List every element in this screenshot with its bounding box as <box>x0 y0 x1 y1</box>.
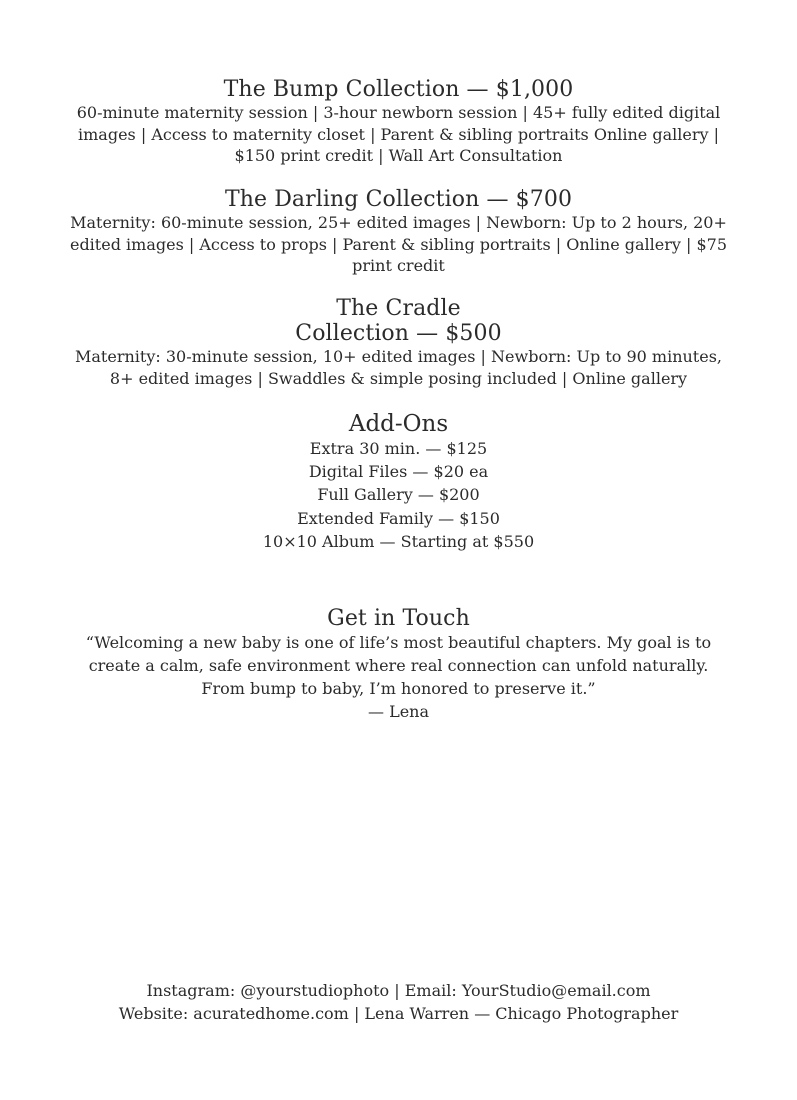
description-line: edited images | Access to props | Parent & sibling portraits | Online gallery | $75 <box>69 234 728 254</box>
description-line: Maternity: 60-minute session, 25+ edited images | Newborn: Up to 2 hours, 20+ <box>70 213 727 232</box>
contact-section <box>60 606 737 723</box>
package-title: The Darling Collection — $700 <box>224 187 573 212</box>
description-line: Maternity: 30-minute session, 10+ edited images | Newborn: Up to 90 minutes, <box>75 347 722 366</box>
cradle-collection <box>60 296 737 389</box>
quote-line: “Welcoming a new baby is one of life’s most beautiful chapters. My goal is to <box>85 633 712 652</box>
package-title-line: The Cradle <box>336 296 461 321</box>
addon-item: Extended Family — $150 <box>297 508 500 528</box>
description-line: 8+ edited images | Swaddles & simple posing included | Online gallery <box>109 368 688 388</box>
package-title-line: Collection — $500 <box>295 321 502 346</box>
quote-line: From bump to baby, I’m honored to preserve it.” <box>201 679 596 698</box>
quote-line: create a calm, safe environment where real connection can unfold naturally. <box>88 656 709 675</box>
addons-section <box>60 411 737 553</box>
addon-item: Digital Files — $20 ea <box>308 462 489 482</box>
package-title: The Bump Collection — $1,000 <box>223 77 574 102</box>
footer-website-credit: Website: acuratedhome.com | Lena Warren — Chicago Photographer <box>118 1004 679 1023</box>
testimonial-quote <box>60 631 737 723</box>
footer-lines <box>60 979 737 1025</box>
description-line: $150 print credit | Wall Art Consultation <box>234 146 563 166</box>
darling-collection <box>60 187 737 277</box>
description-line: images | Access to maternity closet | Parent & sibling portraits Online gallery | <box>78 124 719 144</box>
description-line: print credit <box>352 256 445 276</box>
bump-collection <box>60 77 737 167</box>
addon-item: Extra 30 min. — $125 <box>309 439 488 458</box>
addon-item: Full Gallery — $200 <box>317 485 480 505</box>
addon-item: 10×10 Album — Starting at $550 <box>262 531 535 551</box>
package-description <box>60 102 737 167</box>
addons-list <box>60 437 737 553</box>
package-description <box>60 212 737 277</box>
footer <box>60 979 737 1025</box>
contact-title: Get in Touch <box>327 606 470 631</box>
description-line: 60-minute maternity session | 3-hour newborn session | 45+ fully edited digital <box>76 103 721 122</box>
addons-title: Add-Ons <box>348 411 449 437</box>
package-description <box>60 346 737 389</box>
footer-social-email: Instagram: @yourstudiophoto | Email: YourStudio@email.com <box>146 981 651 1000</box>
quote-signature: — Lena <box>367 702 430 721</box>
